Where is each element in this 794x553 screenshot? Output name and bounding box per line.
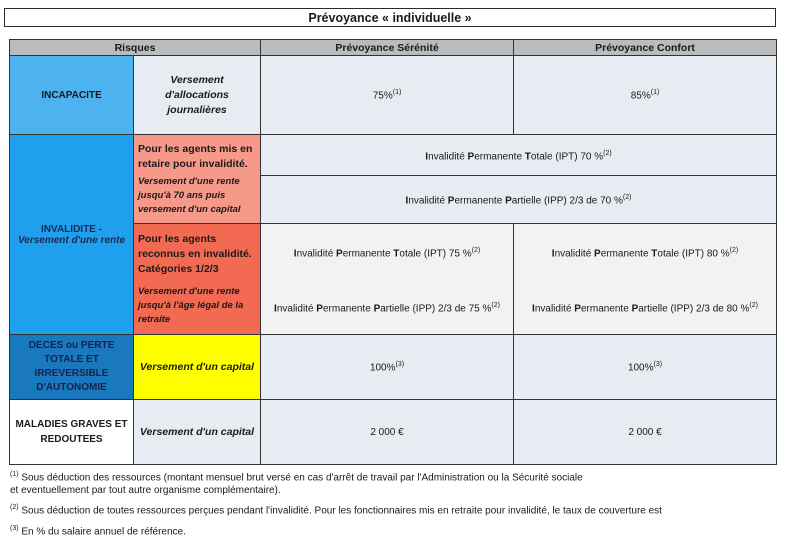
benefit-invalidite-reconnus: Pour les agents reconnus en invalidité. Catégories 1/2/3 Versement d'une rente jusqu'à l'âge légal de la retraite [134, 224, 261, 335]
benefit-invalidite-retraite: Pour les agents mis en retaire pour invalidité. Versement d'une rente jusqu'à 70 ans puis versement d'un capital [134, 135, 261, 224]
row-invalidite-1a [10, 135, 777, 176]
deces-serenite-value: 100%$^{(3)}$ [261, 335, 514, 400]
invalidite-retraite-ipt: Invalidité Permanente Totale (IPT) 70 %$^{(2)}$ [261, 135, 777, 176]
header-serenite: Prévoyance Sérénité [261, 40, 514, 56]
page-title-text: Prévoyance « individuelle » [308, 10, 472, 25]
risk-invalidite: INVALIDITE - Versement d'une rente [10, 135, 134, 335]
deces-confort-value: 100%$^{(3)}$ [514, 335, 777, 400]
footnote-2: $^{(2)}$ Sous déduction de toutes ressources perçues pendant l'invalidité. Pour les fonctionnaires mis en retraite pour invalidité, le taux de couverture est [10, 504, 662, 517]
footnote-3: $^{(3)}$ En % du salaire annuel de référence. [10, 524, 186, 537]
coverage-table [9, 39, 777, 465]
row-maladies [10, 400, 777, 465]
incapacite-confort-value: 85%$^{(1)}$ [514, 56, 777, 135]
invalidite-reconnus-serenite-ipt: Invalidité Permanente Totale (IPT) 75 %$^{(2)}$ [261, 224, 514, 280]
invalidite-retraite-ipp: Invalidité Permanente Partielle (IPP) 2/3 de 70 %$^{(2)}$ [261, 176, 777, 224]
row-deces [10, 335, 777, 400]
maladies-confort-value: 2 000 € [514, 400, 777, 465]
header-confort: Prévoyance Confort [514, 40, 777, 56]
invalidite-reconnus-confort-ipt: Invalidité Permanente Totale (IPT) 80 %$^{(2)}$ [514, 224, 777, 280]
benefit-deces: Versement d'un capital [134, 335, 261, 400]
footnotes [10, 468, 794, 542]
header-row [10, 40, 777, 56]
benefit-maladies: Versement d'un capital [134, 400, 261, 465]
row-incapacite [10, 56, 777, 135]
footnote-1: $^{(1)}$ Sous déduction des ressources (montant mensuel brut versé en cas d'arrêt de travail par l'Administration ou la Sécurité sociale et eventuellement par tout autre organisme complémentaire). [10, 471, 583, 497]
risk-incapacite: INCAPACITE [10, 56, 134, 135]
invalidite-reconnus-serenite-ipp: Invalidité Permanente Partielle (IPP) 2/3 de 75 %$^{(2)}$ [261, 280, 514, 335]
invalidite-reconnus-confort-ipp: Invalidité Permanente Partielle (IPP) 2/3 de 80 %$^{(2)}$ [514, 280, 777, 335]
header-risques: Risques [10, 40, 261, 56]
incapacite-serenite-value: 75%$^{(1)}$ [261, 56, 514, 135]
maladies-serenite-value: 2 000 € [261, 400, 514, 465]
page-title [4, 8, 776, 27]
benefit-incapacite: Versement d'allocations journalières [134, 56, 261, 135]
risk-maladies: MALADIES GRAVES ET REDOUTEES [10, 400, 134, 465]
risk-deces: DECES ou PERTE TOTALE ET IRREVERSIBLE D'AUTONOMIE [10, 335, 134, 400]
